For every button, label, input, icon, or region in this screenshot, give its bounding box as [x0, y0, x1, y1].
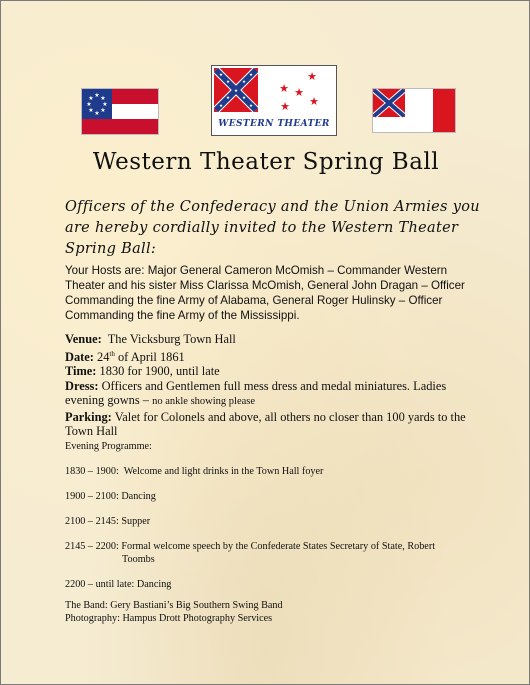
programme-text: Supper: [121, 516, 151, 527]
date-day: 24: [97, 349, 110, 364]
svg-text:★: ★: [294, 86, 304, 99]
photography-credit: Photography: Hampus Drott Photography Services: [65, 612, 273, 624]
svg-text:★: ★: [225, 96, 231, 101]
hosts-paragraph: Your Hosts are: Major General Cameron McOmish – Commander Western Theater and his sister Miss Clarissa McOmish, General John Dragan – Officer Commanding the fine Army of Alabama, General Roger Hulinsky – Officer Commanding the fine Army of the Mississippi.: [65, 264, 465, 322]
svg-text:★: ★: [248, 104, 254, 109]
date-suffix: th: [109, 349, 115, 358]
svg-text:★: ★: [225, 80, 231, 85]
parking-value: Valet for Colonels and above, all others no closer than 100 yards to the Town Hall: [65, 409, 466, 439]
programme-time: 1830 – 1900:: [65, 466, 119, 477]
svg-text:★: ★: [88, 107, 94, 114]
programme-continuation: Toombs: [122, 553, 155, 565]
svg-text:★: ★: [218, 104, 224, 109]
programme-time: 2200 – until late:: [65, 578, 135, 590]
programme-time: 2145 – 2200:: [65, 541, 119, 552]
list-item: [65, 541, 475, 566]
svg-text:★: ★: [279, 82, 289, 95]
programme-time: 2100 – 2145:: [65, 516, 119, 527]
programme-text: Welcome and light drinks in the Town Hall foyer: [123, 466, 324, 477]
date-row: [65, 347, 475, 365]
time-value: 1830 for 1900, until late: [99, 364, 220, 379]
programme-text: Dancing: [136, 578, 172, 590]
svg-text:★: ★: [86, 101, 92, 108]
western-theater-banner: WESTERN THEATER: [218, 119, 330, 129]
venue-value: The Vicksburg Town Hall: [107, 332, 236, 346]
list-item: [65, 491, 475, 504]
time-label: Time:: [65, 364, 97, 379]
evening-programme: [65, 441, 475, 591]
third-national-flag-icon: [372, 88, 456, 133]
svg-text:★: ★: [241, 80, 247, 85]
svg-text:★: ★: [100, 107, 106, 114]
svg-text:★: ★: [233, 89, 239, 94]
stars-and-bars-flag-icon: [81, 88, 159, 135]
list-item: [65, 579, 475, 592]
band-credit: The Band: Gery Bastiani’s Big Southern Swing Band: [65, 600, 283, 611]
venue-label: Venue:: [65, 332, 102, 346]
svg-text:★: ★: [88, 95, 94, 102]
dress-note: no ankle showing please: [152, 396, 256, 408]
svg-text:★: ★: [280, 100, 290, 113]
dress-value: Officers and Gentlemen full mess dress and medal miniatures. Ladies evening gowns –: [65, 378, 447, 408]
list-item: [65, 516, 475, 529]
credits: [65, 600, 475, 625]
parking-label: Parking:: [65, 409, 112, 424]
svg-text:★: ★: [309, 95, 319, 108]
svg-text:★: ★: [248, 73, 254, 78]
dress-row: [65, 379, 475, 410]
date-label: Date:: [65, 349, 94, 364]
event-details: [65, 332, 475, 439]
svg-text:★: ★: [94, 92, 100, 99]
svg-text:★: ★: [100, 95, 106, 102]
programme-time: 1900 – 2100:: [65, 491, 119, 502]
programme-text: Formal welcome speech by the Confederate States Secretary of State, Robert: [121, 541, 436, 552]
svg-text:★: ★: [102, 101, 108, 108]
date-rest: of April 1861: [117, 349, 185, 364]
dress-label: Dress:: [65, 378, 99, 393]
time-row: [65, 364, 475, 379]
venue-row: [65, 332, 475, 347]
svg-text:★: ★: [94, 110, 100, 117]
programme-text: Dancing: [121, 491, 156, 502]
western-theater-flag: [211, 65, 337, 136]
page-title: Western Theater Spring Ball: [92, 149, 440, 175]
svg-text:★: ★: [218, 73, 224, 78]
list-item: [65, 466, 475, 479]
programme-heading: Evening Programme:: [65, 441, 152, 452]
parking-row: [65, 410, 475, 439]
invitation-text: Officers of the Confederacy and the Union Armies you are hereby cordially invited to the Western Theater Spring Ball:: [65, 199, 480, 257]
svg-text:★: ★: [241, 96, 247, 101]
svg-text:★: ★: [307, 70, 317, 83]
